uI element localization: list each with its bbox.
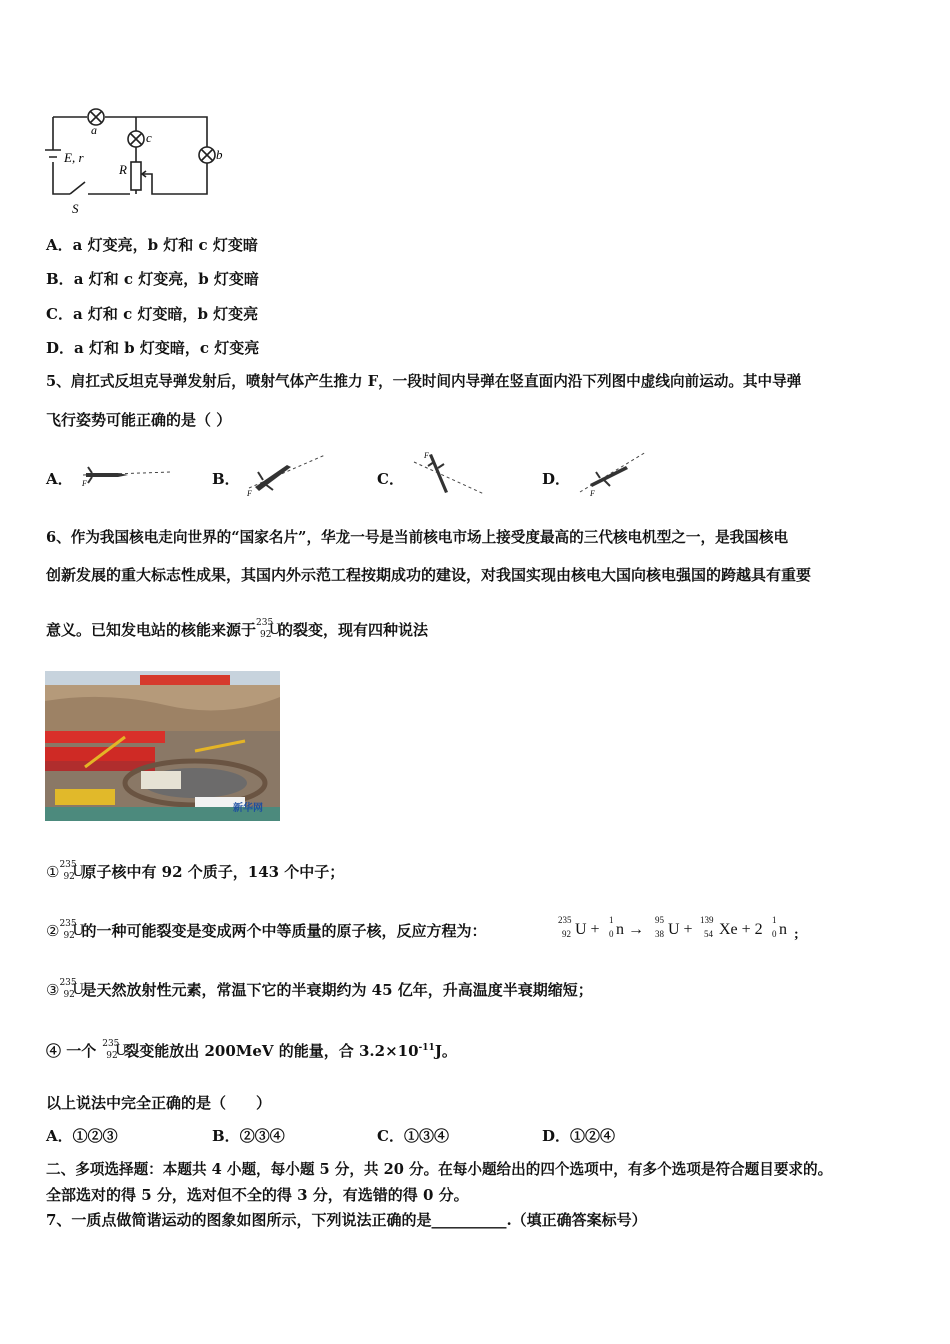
svg-text:Xe + 2: Xe + 2 [719,921,763,938]
q5-option-a-force: F [82,479,87,488]
svg-text:1: 1 [772,915,777,925]
q5-option-c-label[interactable]: C． [377,470,404,488]
q6-option-a[interactable]: A．①②③ [46,1127,118,1145]
q6-question: 以上说法中完全正确的是（ ） [46,1094,272,1112]
lamp-b-label: b [216,147,223,162]
q4-option-d[interactable]: D．a 灯和 b 灯变暗，c 灯变亮 [46,339,260,357]
svg-text:0: 0 [609,929,614,939]
resistor-label: R [119,162,127,177]
switch-label: S [72,201,79,216]
svg-text:92: 92 [562,929,571,939]
svg-text:U +: U + [575,921,600,938]
svg-text:0: 0 [772,929,777,939]
q6-option-d[interactable]: D．①②④ [542,1127,616,1145]
q6-stem-line2: 创新发展的重大标志性成果，其国内外示范工程按期成功的建设，对我国实现由核电大国向核电强国的跨越具有重要 [46,566,812,584]
nuclear-plant-construction-photo [45,671,280,821]
q4-option-b[interactable]: B．a 灯和 c 灯变亮，b 灯变暗 [46,270,259,288]
q6-statement-4: ④ 一个 235 92 U 裂变能放出 200MeV 的能量，合 $3.2\times 10^{-11}J$。 [46,1039,457,1061]
q5-option-b-label[interactable]: B． [212,470,240,488]
q4-option-c[interactable]: C．a 灯和 c 灯变暗，b 灯变亮 [46,305,259,323]
lamp-a-label: a [91,123,97,137]
svg-text:n →: n → [616,921,644,938]
q5-option-c-force: F [424,451,429,460]
q5-option-b-missile-figure [243,450,328,498]
q5-stem-line2: 飞行姿势可能正确的是（ ） [46,411,232,429]
section2-heading-line1: 二、多项选择题：本题共 4 小题，每小题 5 分，共 20 分。在每小题给出的四个选项中，有多个选项是符合题目要求的。 [46,1161,833,1178]
lamp-c-label: c [146,130,152,145]
q6-option-c[interactable]: C．①③④ [377,1127,449,1145]
q6-statement-2: ② 235 92 U 的一种可能裂变是变成两个中等质量的原子核，反应方程为： [46,919,487,941]
q5-stem-line1: 5、肩扛式反坦克导弹发射后，喷射气体产生推力 F，一段时间内导弹在竖直面内沿下列图中虚线向前运动。其中导弹 [46,373,802,390]
q5-option-b-force: F [247,489,252,498]
photo-watermark: 新华网 [233,803,263,814]
q6-option-b[interactable]: B．②③④ [212,1127,285,1145]
svg-text:U +: U + [668,921,693,938]
svg-text:95: 95 [655,915,664,925]
section2-heading-line2: 全部选对的得 5 分，选对但不全的得 3 分，有选错的得 0 分。 [46,1186,469,1204]
svg-text:54: 54 [704,929,713,939]
fission-reaction-equation [555,913,805,945]
q6-statement-3: ③ 235 92 U 是天然放射性元素，常温下它的半衰期约为 45 亿年，升高温度半衰期缩短； [46,978,593,1000]
q5-option-c-missile-figure [408,448,488,498]
q7-stem: 7、一质点做简谐运动的图象如图所示，下列说法正确的是__________.（填正确答案标号） [46,1211,647,1229]
svg-text:38: 38 [655,929,664,939]
svg-text:1: 1 [609,915,614,925]
q5-option-a-missile-figure [78,460,173,490]
q5-option-d-force: F [590,489,595,498]
circuit-diagram [40,102,230,217]
q4-option-a[interactable]: A．a 灯变亮，b 灯和 c 灯变暗 [46,236,258,254]
q5-option-a-label[interactable]: A． [46,470,73,488]
q7-answer-blank[interactable]: __________ [431,1211,507,1229]
q6-stem-line3: 意义。已知发电站的核能来源于 235 92 U 的裂变，现有四种说法 [46,616,428,644]
svg-text:n: n [779,921,787,938]
svg-text:;: ; [794,927,799,942]
q5-option-d-missile-figure [574,448,650,498]
q6-stem-line1: 6、作为我国核电走向世界的“国家名片”，华龙一号是当前核电市场上接受度最高的三代核电机型之一，是我国核电 [46,529,789,546]
svg-text:139: 139 [700,915,714,925]
uranium-nuclide-symbol: 235 92 U [256,618,281,640]
q6-statement-1: ① 235 92 U 原子核中有 92 个质子，143 个中子； [46,860,345,882]
svg-text:235: 235 [558,915,572,925]
source-label: E, r [64,150,84,165]
q5-option-d-label[interactable]: D． [542,470,571,488]
